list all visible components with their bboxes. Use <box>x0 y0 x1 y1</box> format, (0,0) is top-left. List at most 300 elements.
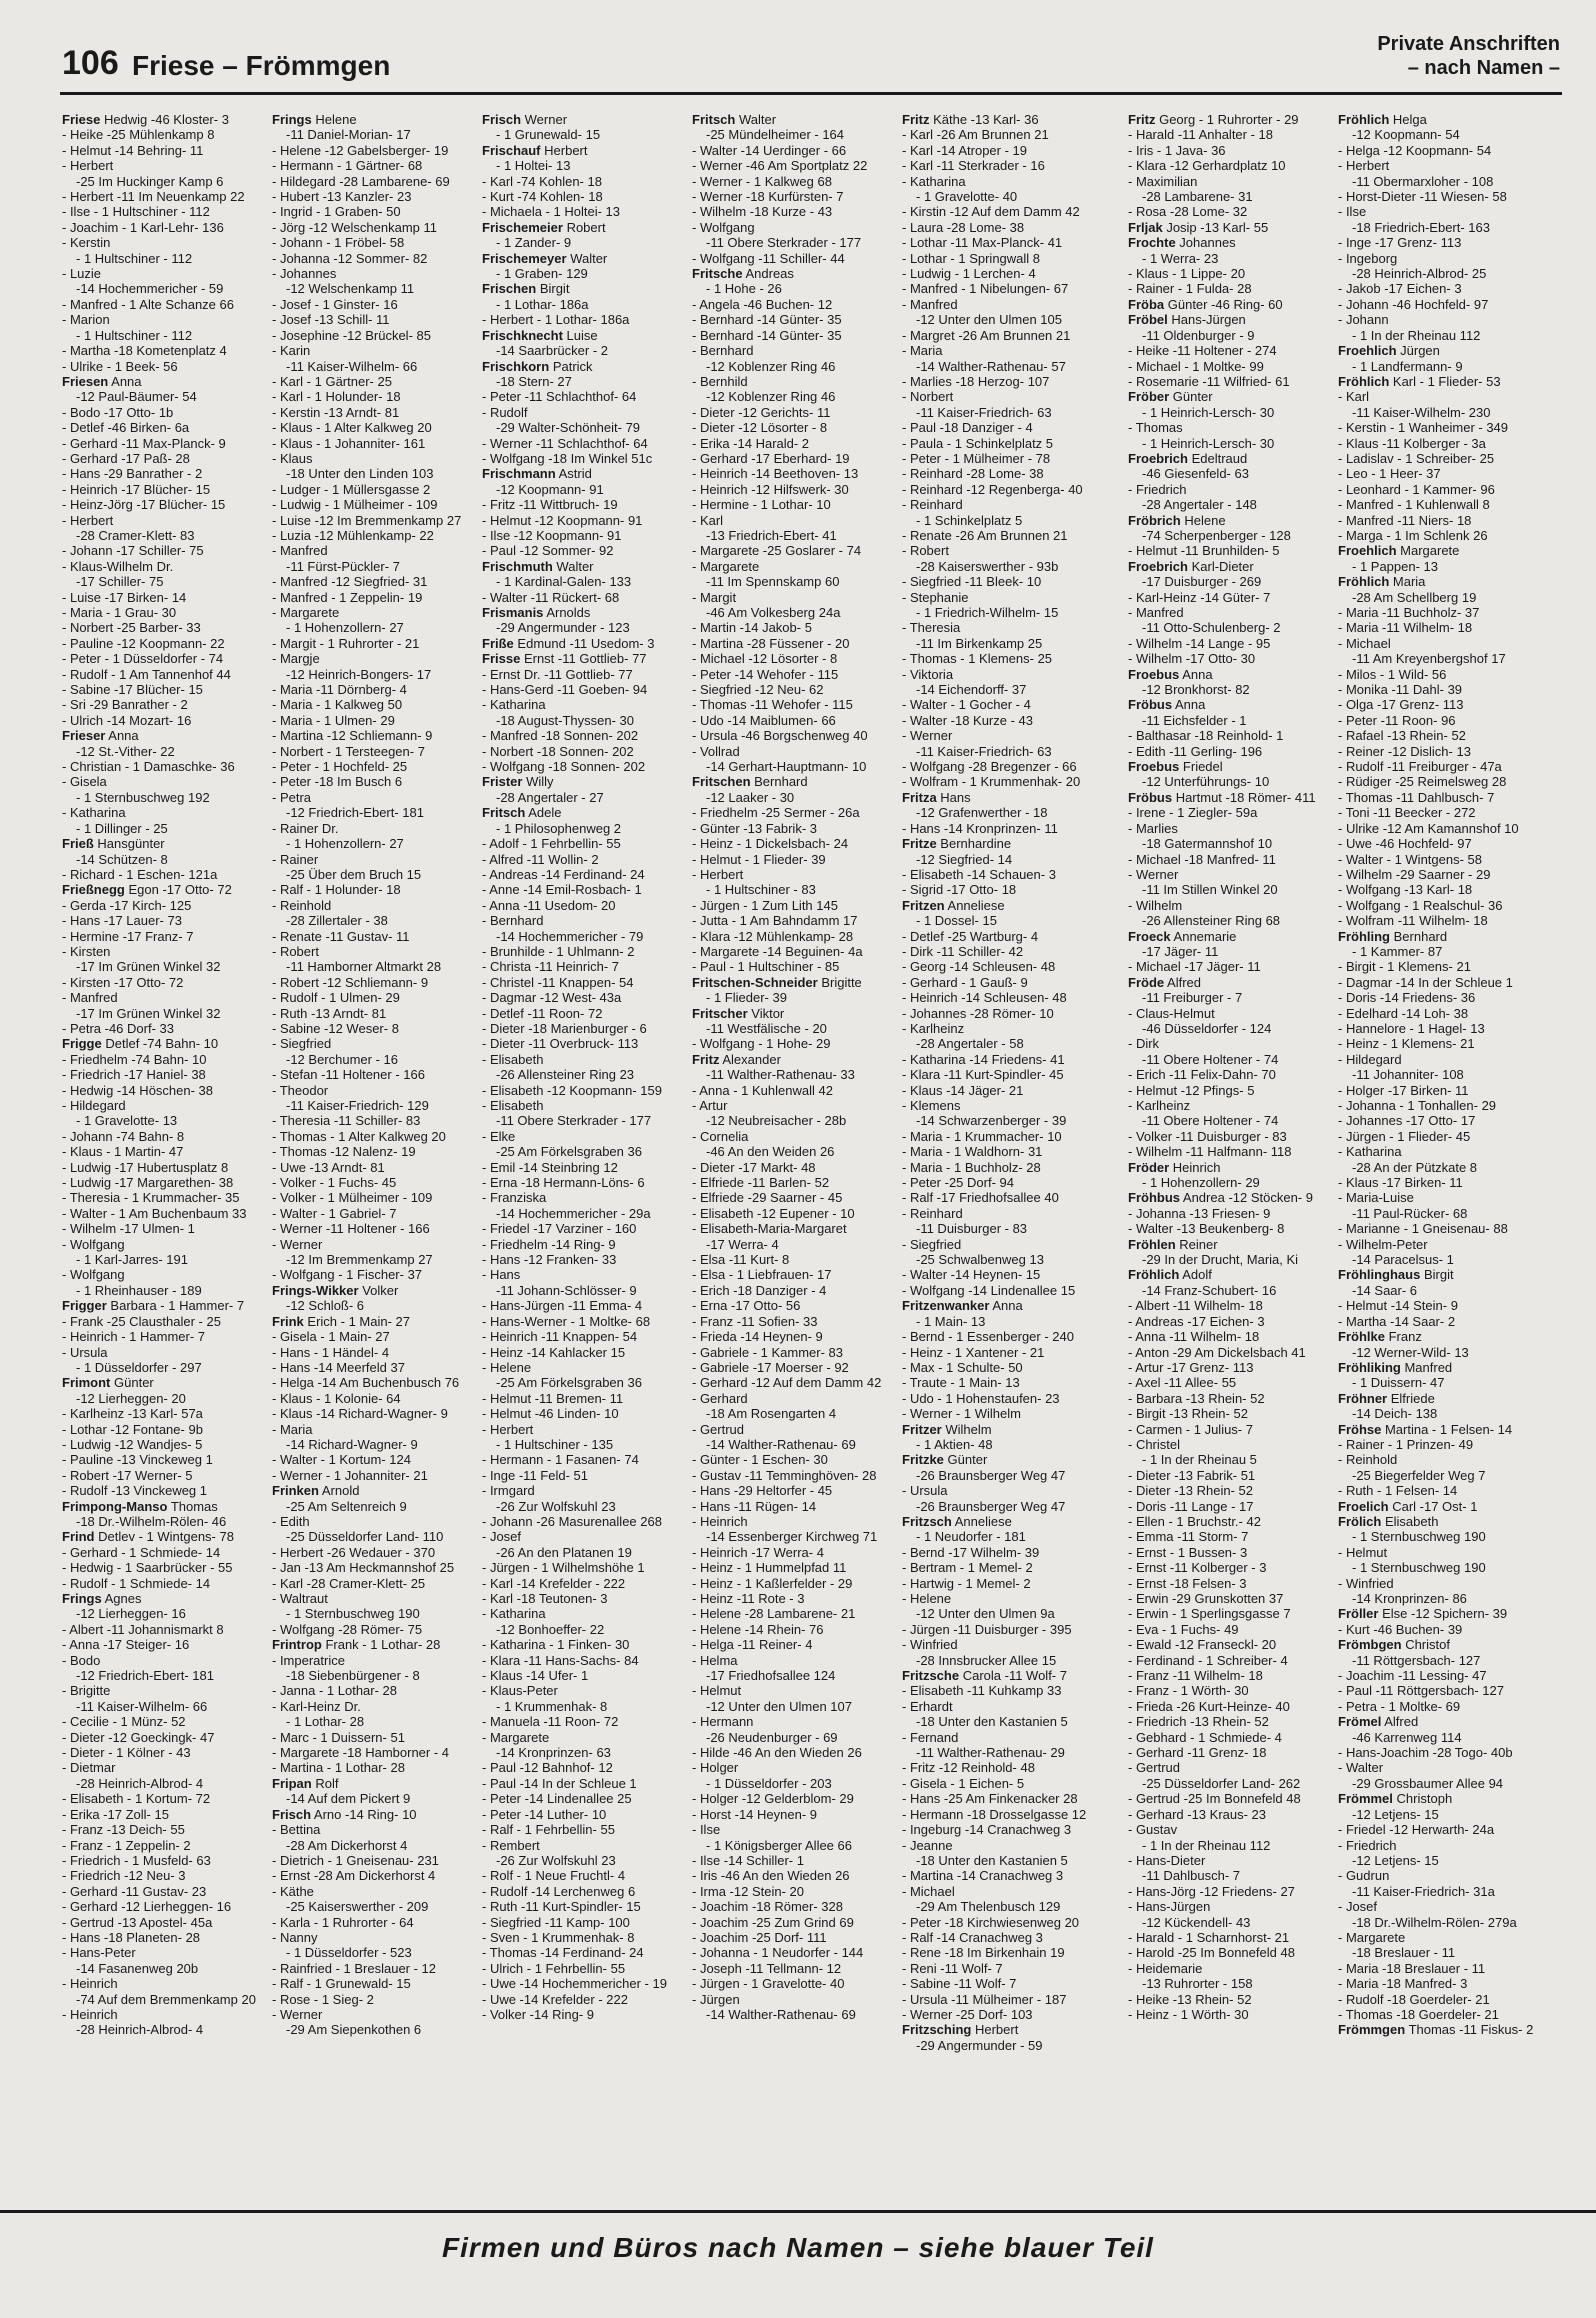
person-entry: - Rudolf -14 Lerchenweg 6 <box>482 1883 636 1899</box>
person-entry: - Ulrike -12 Am Kamannshof 10 <box>1338 820 1519 836</box>
person-entry: - Rainer Dr. <box>272 820 339 836</box>
person-entry: - Paul -12 Sommer- 92 <box>482 543 614 559</box>
surname-entry <box>1338 1514 1536 1529</box>
person-entry: - Wolfram -11 Wilhelm- 18 <box>1338 913 1488 929</box>
person-entry: - Axel -11 Allee- 55 <box>1128 1375 1237 1391</box>
surname-entry <box>1338 1360 1536 1375</box>
person-entry: - Anna - 1 Kuhlenwall 42 <box>692 1082 833 1098</box>
person-entry: - Ingeborg <box>1338 250 1398 266</box>
person-entry: - Wilhelm -11 Halfmann- 118 <box>1128 1144 1292 1160</box>
person-entry: - Johann -74 Bahn- 8 <box>62 1128 185 1144</box>
address-line: - 1 Lothar- 186a <box>496 296 589 312</box>
person-entry: - Kerstin - 1 Wanheimer - 349 <box>1338 420 1509 436</box>
entry-details: Martina - 1 Felsen- 14 <box>1384 1421 1513 1437</box>
surname-entry <box>1338 1391 1536 1406</box>
surname: Frljak <box>1128 219 1163 235</box>
person-entry: - Gustav <box>1128 1822 1178 1838</box>
address-line: -12 Koopmann- 91 <box>496 481 604 497</box>
person-entry: - Dagmar -12 West- 43a <box>482 990 622 1006</box>
address-line: -25 Im Huckinger Kamp 6 <box>76 173 224 189</box>
entry-details: Margarete <box>1400 543 1460 559</box>
entry-details: Alfred <box>1384 1714 1419 1730</box>
person-entry: - Christel -11 Knappen- 54 <box>482 974 634 990</box>
address-line: -14 Saar- 6 <box>1352 1282 1418 1298</box>
entry-details: Luise <box>566 327 598 343</box>
person-entry: - Hermann <box>692 1714 754 1730</box>
person-entry: - Lothar -11 Max-Planck- 41 <box>902 235 1063 251</box>
person-entry: - Karlheinz <box>1128 1098 1191 1113</box>
person-entry: - Heinz - 1 Kaßlerfelder - 29 <box>692 1575 853 1591</box>
surname: Frischen <box>482 281 537 297</box>
person-entry: - Dieter -17 Markt- 48 <box>692 1159 816 1175</box>
person-entry: - Heinrich <box>692 1513 748 1529</box>
address-line: - 1 Rheinhauser - 189 <box>76 1282 202 1298</box>
person-entry: - Marc - 1 Duissern- 51 <box>272 1729 405 1745</box>
person-entry: - Stefan -11 Holtener - 166 <box>272 1067 425 1083</box>
surname-entry <box>1338 112 1536 127</box>
person-entry: - Maria <box>902 343 943 359</box>
person-entry: - Manfred <box>902 296 958 312</box>
entry-details: Carola -11 Wolf- 7 <box>962 1668 1067 1684</box>
person-entry: - Helene <box>482 1359 532 1375</box>
person-entry: - Rene -18 Im Birkenhain 19 <box>902 1945 1065 1961</box>
address-line: - 1 Heinrich-Lersch- 30 <box>1142 404 1275 420</box>
address-line: -14 Essenberger Kirchweg 71 <box>706 1529 878 1545</box>
address-line: -18 Breslauer - 11 <box>1352 1945 1456 1961</box>
person-entry: - Peter -14 Lindenallee 25 <box>482 1791 632 1807</box>
surname: Froebrich <box>1128 450 1188 466</box>
surname: Frinken <box>272 1483 319 1499</box>
address-line: -25 Am Seltenreich 9 <box>286 1498 407 1514</box>
surname: Fröhlen <box>1128 1236 1176 1252</box>
person-entry: - Gertrud <box>692 1421 745 1437</box>
entry-details: Arnold <box>321 1483 360 1499</box>
person-entry: - Paul - 1 Hultschiner - 85 <box>692 959 840 975</box>
person-entry: - Erwin - 1 Sperlingsgasse 7 <box>1128 1606 1291 1622</box>
person-entry: - Wilhelm -17 Otto- 30 <box>1128 651 1256 667</box>
surname-entry <box>62 1375 260 1390</box>
entry-details: Egon -17 Otto- 72 <box>128 882 232 898</box>
surname: Fröhner <box>1338 1390 1388 1406</box>
directory-column <box>272 112 470 2197</box>
person-entry: - Friedrich -13 Rhein- 52 <box>1128 1714 1269 1730</box>
address-line: -11 Am Kreyenbergshof 17 <box>1352 651 1506 667</box>
person-entry: - Helmut -11 Brunhilden- 5 <box>1128 543 1280 559</box>
person-entry: - Jürgen <box>692 1991 740 2007</box>
person-entry: - Maria - 1 Krummacher- 10 <box>902 1128 1062 1144</box>
surname: Fröbus <box>1128 789 1173 805</box>
person-entry: - Hermann -18 Drosselgasse 12 <box>902 1806 1087 1822</box>
person-entry: - Heinz - 1 Xantener - 21 <box>902 1344 1045 1360</box>
surname: Frings-Wikker <box>272 1282 359 1298</box>
address-line: -28 Angertaler - 148 <box>1142 497 1257 513</box>
person-entry: - Heinrich -11 Knappen- 54 <box>482 1329 638 1345</box>
person-entry: - Thomas - 1 Alter Kalkweg 20 <box>272 1128 446 1144</box>
address-line: -29 Am Thelenbusch 129 <box>916 1899 1061 1915</box>
surname-entry <box>1128 559 1326 574</box>
person-entry: - Johann -46 Hochfeld- 97 <box>1338 296 1489 312</box>
address-line: -29 Angermunder - 123 <box>496 620 630 636</box>
person-entry: - Rafael -13 Rhein- 52 <box>1338 728 1466 744</box>
person-entry: - Helmut -14 Stein- 9 <box>1338 1298 1458 1314</box>
person-entry: - Hedwig -14 Höschen- 38 <box>62 1082 214 1098</box>
person-entry: - Manfred - 1 Nibelungen- 67 <box>902 281 1069 297</box>
address-line: - 1 Landfermann- 9 <box>1352 358 1463 374</box>
surname-entry <box>482 281 680 296</box>
person-entry: - Sabine -17 Blücher- 15 <box>62 682 203 698</box>
person-entry: - Dagmar -14 In der Schleue 1 <box>1338 974 1513 990</box>
person-entry: - Horst -14 Heynen- 9 <box>692 1806 817 1822</box>
person-entry: - Siegfried -12 Neu- 62 <box>692 682 824 698</box>
surname-entry <box>62 1591 260 1606</box>
address-line: - 1 Hultschiner - 112 <box>76 327 193 343</box>
person-entry: - Alfred -11 Wollin- 2 <box>482 851 599 867</box>
person-entry: - Michaela - 1 Holtei- 13 <box>482 204 620 220</box>
directory-column <box>692 112 890 2197</box>
person-entry: - Robert <box>272 943 319 959</box>
person-entry: - Friedrich -17 Haniel- 38 <box>62 1067 206 1083</box>
person-entry: - Ralf - 1 Fehrbellin- 55 <box>482 1822 615 1838</box>
address-line: -46 Düsseldorfer - 124 <box>1142 1020 1272 1036</box>
entry-details: Franz <box>1388 1329 1422 1345</box>
surname: Frölich <box>1338 1513 1382 1529</box>
person-entry: - Klaus-Wilhelm Dr. <box>62 558 174 574</box>
person-entry: - Hans-Jörg -12 Friedens- 27 <box>1128 1883 1295 1899</box>
address-line: -12 Letjens- 15 <box>1352 1852 1439 1868</box>
person-entry: - Josef -13 Schill- 11 <box>272 312 390 328</box>
address-line: - 1 In der Rheinau 112 <box>1142 1837 1271 1853</box>
address-line: -25 Biegerfelder Weg 7 <box>1352 1467 1486 1483</box>
person-entry: - Maria -11 Wilhelm- 18 <box>1338 620 1473 636</box>
person-entry: - Brunhilde - 1 Uhlmann- 2 <box>482 943 635 959</box>
person-entry: - Ruth -13 Arndt- 81 <box>272 1005 387 1021</box>
surname: Frischmuth <box>482 558 553 574</box>
person-entry: - Artur <box>692 1098 728 1113</box>
address-line: -26 Zur Wolfskuhl 23 <box>496 1498 616 1514</box>
surname-entry <box>1128 389 1326 404</box>
person-entry: - Ulrike - 1 Beek- 56 <box>62 358 178 374</box>
person-entry: - Elisabeth -14 Schauen- 3 <box>902 866 1056 882</box>
person-entry: - Siegfried <box>272 1036 332 1052</box>
person-entry: - Bernhard <box>482 913 544 929</box>
person-entry: - Karl -28 Cramer-Klett- 25 <box>272 1575 426 1591</box>
person-entry: - Martha -14 Saar- 2 <box>1338 1313 1456 1329</box>
person-entry: - Dieter -18 Marienburger - 6 <box>482 1020 647 1036</box>
surname: Frimont <box>62 1375 111 1391</box>
person-entry: - Dieter -12 Goeckingk- 47 <box>62 1729 215 1745</box>
surname-entry <box>692 266 890 281</box>
surname-entry <box>482 466 680 481</box>
person-entry: - Ernst -18 Felsen- 3 <box>1128 1575 1247 1591</box>
address-line: -12 Heinrich-Bongers- 17 <box>286 666 432 682</box>
entry-details: Astrid <box>558 466 592 482</box>
address-line: - 1 Flieder- 39 <box>706 990 787 1006</box>
person-entry: - Barbara -13 Rhein- 52 <box>1128 1390 1265 1406</box>
entry-details: Karl - 1 Flieder- 53 <box>1392 373 1501 389</box>
address-line: - 1 Düsseldorfer - 203 <box>706 1775 832 1791</box>
entry-details: Anneliese <box>954 1513 1012 1529</box>
address-line: -17 Im Grünen Winkel 32 <box>76 959 221 975</box>
address-line: -14 Saarbrücker - 2 <box>496 343 608 359</box>
person-entry: - Jörg -12 Welschenkamp 11 <box>272 219 437 235</box>
address-line: -12 Schloß- 6 <box>286 1298 365 1314</box>
entry-details: Thomas -11 Fiskus- 2 <box>1408 2022 1534 2038</box>
person-entry: - Gerhard -13 Kraus- 23 <box>1128 1806 1267 1822</box>
person-entry: - Karl - 1 Gärtner- 25 <box>272 373 392 389</box>
person-entry: - Martina -14 Cranachweg 3 <box>902 1868 1064 1884</box>
header-rule <box>60 92 1562 95</box>
person-entry: - Maria - 1 Buchholz- 28 <box>902 1159 1041 1175</box>
person-entry: - Margarete <box>692 558 760 574</box>
entry-details: Else -12 Spichern- 39 <box>1382 1606 1508 1622</box>
person-entry: - Werner <box>272 1236 323 1252</box>
address-line: -12 Berchumer - 16 <box>286 1051 398 1067</box>
person-entry: - Heinrich <box>62 1976 118 1992</box>
surname-entry <box>1128 112 1326 127</box>
person-entry: - Walter - 1 Wintgens- 58 <box>1338 851 1483 867</box>
person-entry: - Carmen - 1 Julius- 7 <box>1128 1421 1253 1437</box>
person-entry: - Peter - 1 Mülheimer - 78 <box>902 450 1051 466</box>
surname: Fröhling <box>1338 928 1390 944</box>
surname-entry <box>902 2022 1100 2037</box>
person-entry: - Thomas -11 Dahlbusch- 7 <box>1338 789 1495 805</box>
person-entry: - Maria -18 Breslauer - 11 <box>1338 1960 1486 1976</box>
person-entry: - Theresia - 1 Krummacher- 35 <box>62 1190 240 1206</box>
person-entry: - Manfred -12 Siegfried- 31 <box>272 574 428 590</box>
person-entry: - Volker - 1 Fuchs- 45 <box>272 1175 397 1191</box>
surname: Fröber <box>1128 389 1170 405</box>
person-entry: - Emil -14 Steinbring 12 <box>482 1159 618 1175</box>
surname-entry <box>272 1483 470 1498</box>
person-entry: - Walter -18 Kurze - 43 <box>902 712 1034 728</box>
address-line: - 1 Graben- 129 <box>496 266 588 282</box>
entry-details: Helene <box>315 112 357 127</box>
person-entry: - Gerhard -12 Lierheggen- 16 <box>62 1899 232 1915</box>
person-entry: - Richard - 1 Eschen- 121a <box>62 866 218 882</box>
person-entry: - Peter -14 Luther- 10 <box>482 1806 607 1822</box>
person-entry: - Jürgen - 1 Wilhelmshöhe 1 <box>482 1560 645 1576</box>
address-line: -28 Heinrich-Albrod- 4 <box>76 1775 204 1791</box>
person-entry: - Walter - 1 Gocher - 4 <box>902 697 1031 713</box>
person-entry: - Hilde -46 An den Wieden 26 <box>692 1745 862 1761</box>
surname-entry <box>482 605 680 620</box>
person-entry: - Heike -25 Mühlenkamp 8 <box>62 127 215 143</box>
person-entry: - Albert -11 Johannismarkt 8 <box>62 1621 224 1637</box>
person-entry: - Manfred - 1 Alte Schanze 66 <box>62 296 234 312</box>
person-entry: - Klara -11 Hans-Sachs- 84 <box>482 1652 639 1668</box>
address-line: -12 Unter den Ulmen 9a <box>916 1606 1055 1622</box>
person-entry: - Volker -11 Duisburger - 83 <box>1128 1128 1287 1144</box>
person-entry: - Joachim -25 Zum Grind 69 <box>692 1914 854 1930</box>
person-entry: - Cecilie - 1 Münz- 52 <box>62 1714 186 1730</box>
entry-details: Adele <box>528 805 562 821</box>
person-entry: - Helmut <box>1338 1544 1388 1560</box>
person-entry: - Reinhard <box>902 1205 963 1221</box>
section-title-line2: – nach Namen – <box>1407 57 1560 79</box>
person-entry: - Elsa - 1 Liebfrauen- 17 <box>692 1267 832 1283</box>
person-entry: - Karl-Heinz -14 Güter- 7 <box>1128 589 1271 605</box>
surname-entry <box>902 1422 1100 1437</box>
person-entry: - Werner -11 Holtener - 166 <box>272 1221 430 1237</box>
person-entry: - Herbert -26 Wedauer - 370 <box>272 1544 436 1560</box>
person-entry: - Franz - 1 Zeppelin- 2 <box>62 1837 191 1853</box>
address-line: -12 Friedrich-Ebert- 181 <box>286 805 424 821</box>
surname: Fritz <box>902 112 930 127</box>
person-entry: - Werner - 1 Johanniter- 21 <box>272 1467 428 1483</box>
person-entry: - Kurt -74 Kohlen- 18 <box>482 189 603 205</box>
person-entry: - Artur -17 Grenz- 113 <box>1128 1359 1254 1375</box>
person-entry: - Hans-Joachim -28 Togo- 40b <box>1338 1745 1513 1761</box>
address-line: -12 Koopmann- 54 <box>1352 127 1460 143</box>
person-entry: - Karl -26 Am Brunnen 21 <box>902 127 1049 143</box>
address-line: -14 Schützen- 8 <box>76 851 168 867</box>
person-entry: - Heike -13 Rhein- 52 <box>1128 1991 1252 2007</box>
person-entry: - Elisabeth -11 Kuhkamp 33 <box>902 1683 1062 1699</box>
entry-details: Christoph <box>1396 1791 1453 1807</box>
address-line: -25 Am Förkelsgraben 36 <box>496 1144 642 1160</box>
person-entry: - Joseph -11 Tellmann- 12 <box>692 1960 842 1976</box>
address-line: -12 Im Bremmenkamp 27 <box>286 1252 433 1268</box>
person-entry: - Josef <box>1338 1899 1378 1915</box>
address-line: -11 Kaiser-Friedrich- 63 <box>916 404 1052 420</box>
surname-entry <box>1128 220 1326 235</box>
surname: Fröhlich <box>1128 1267 1180 1283</box>
person-entry: - Kirsten -17 Otto- 72 <box>62 974 184 990</box>
surname-entry <box>902 112 1100 127</box>
address-line: - 1 Hultschiner - 83 <box>706 882 816 898</box>
person-entry: - Frieda -26 Kurt-Heinze- 40 <box>1128 1698 1290 1714</box>
person-entry: - Luzie <box>62 266 102 282</box>
entry-details: Agnes <box>104 1591 142 1606</box>
address-line: -18 Stern- 27 <box>496 373 572 389</box>
person-entry: - Monika -11 Dahl- 39 <box>1338 682 1463 698</box>
person-entry: - Hans -12 Franken- 33 <box>482 1252 617 1268</box>
person-entry: - Werner -11 Schlachthof- 64 <box>482 435 648 451</box>
surname: Froebus <box>1128 666 1180 682</box>
surname-entry <box>1128 312 1326 327</box>
person-entry: - Jürgen -11 Duisburger - 395 <box>902 1621 1072 1637</box>
entry-details: Käthe -13 Karl- 36 <box>933 112 1039 127</box>
person-entry: - Robert <box>902 543 949 559</box>
person-entry: - Norbert <box>902 389 954 405</box>
entry-details: Georg - 1 Ruhrorter - 29 <box>1159 112 1299 127</box>
address-line: - 1 Hohenzollern- 27 <box>286 620 404 636</box>
entry-details: Elfriede <box>1390 1390 1435 1406</box>
person-entry: - Thomas -12 Nalenz- 19 <box>272 1144 416 1160</box>
address-line: -11 Im Spennskamp 60 <box>706 574 840 590</box>
entry-details: Walter <box>570 250 608 266</box>
person-entry: - Luzia -12 Mühlenkamp- 22 <box>272 527 434 543</box>
person-entry: - Jürgen - 1 Gravelotte- 40 <box>692 1976 845 1992</box>
address-line: -14 Kronprinzen- 86 <box>1352 1591 1467 1606</box>
person-entry: - Friedhelm -14 Ring- 9 <box>482 1236 616 1252</box>
entry-details: Johannes <box>1179 235 1236 251</box>
surname: Frieser <box>62 728 106 744</box>
person-entry: - Claus-Helmut <box>1128 1005 1215 1021</box>
person-entry: - Ralf - 1 Grunewald- 15 <box>272 1976 411 1992</box>
address-line: -25 Düsseldorfer Land- 262 <box>1142 1775 1301 1791</box>
person-entry: - Bernhard -14 Günter- 35 <box>692 312 842 328</box>
surname-entry <box>272 1807 470 1822</box>
surname-entry <box>902 1668 1100 1683</box>
surname-entry <box>482 143 680 158</box>
person-entry: - Wilhelm -29 Saarner - 29 <box>1338 866 1491 882</box>
surname-entry <box>1338 374 1536 389</box>
address-line: -14 Hochemmericher - 79 <box>496 928 644 944</box>
surname: Froelich <box>1338 1498 1389 1514</box>
person-entry: - Manfred <box>1128 605 1184 620</box>
person-entry: - Maria -18 Manfred- 3 <box>1338 1976 1468 1992</box>
address-line: -18 Am Rosengarten 4 <box>706 1406 837 1422</box>
person-entry: - Rembert <box>482 1837 540 1853</box>
person-entry: - Bernhard -14 Günter- 35 <box>692 327 842 343</box>
person-entry: - Helene -12 Gabelsberger- 19 <box>272 142 449 158</box>
person-entry: - Günter -13 Fabrik- 3 <box>692 820 817 836</box>
person-entry: - Heinrich - 1 Hammer- 7 <box>62 1329 206 1345</box>
surname: Frisch <box>272 1806 312 1822</box>
address-line: -14 Richard-Wagner- 9 <box>286 1436 418 1452</box>
address-line: -11 Westfälische - 20 <box>706 1020 827 1036</box>
person-entry: - Peter -11 Schlachthof- 64 <box>482 389 637 405</box>
surname-entry <box>902 898 1100 913</box>
person-entry: - Klara -12 Gerhardplatz 10 <box>1128 158 1286 174</box>
surname-entry <box>1338 1606 1536 1621</box>
person-entry: - Wolfgang <box>62 1267 125 1283</box>
person-entry: - Renate -26 Am Brunnen 21 <box>902 527 1068 543</box>
surname-entry <box>902 1452 1100 1467</box>
person-entry: - Uwe -46 Hochfeld- 97 <box>1338 836 1472 852</box>
person-entry: - Emma -11 Storm- 7 <box>1128 1529 1249 1545</box>
person-entry: - Heinrich -14 Beethoven- 13 <box>692 466 859 482</box>
person-entry: - Johann -17 Schiller- 75 <box>62 543 204 559</box>
person-entry: - Gerhard -11 Grenz- 18 <box>1128 1745 1267 1761</box>
address-line: - 1 Hohenzollern- 29 <box>1142 1175 1260 1191</box>
person-entry: - Reinhold <box>272 897 332 913</box>
person-entry: - Norbert - 1 Tersteegen- 7 <box>272 743 425 759</box>
person-entry: - Inge -17 Grenz- 113 <box>1338 235 1462 251</box>
address-line: -14 Auf dem Pickert 9 <box>286 1791 411 1807</box>
person-entry: - Ernst - 1 Bussen- 3 <box>1128 1544 1248 1560</box>
surname-entry <box>272 1283 470 1298</box>
entry-details: Volker <box>362 1282 399 1298</box>
person-entry: - Franz -13 Deich- 55 <box>62 1822 185 1838</box>
person-entry: - Walter -14 Uerdinger - 66 <box>692 142 847 158</box>
address-line: -26 Allensteiner Ring 23 <box>496 1067 635 1083</box>
address-line: -11 Kaiser-Wilhelm- 230 <box>1352 404 1491 420</box>
person-entry: - Wolfgang -18 Im Winkel 51c <box>482 450 653 466</box>
person-entry: - Bertram - 1 Memel- 2 <box>902 1560 1033 1576</box>
person-entry: - Doris -11 Lange - 17 <box>1128 1498 1254 1514</box>
person-entry: - Ellen - 1 Bruchstr.- 42 <box>1128 1513 1261 1529</box>
surname: Frischauf <box>482 142 541 158</box>
person-entry: - Gertrud <box>1128 1760 1181 1776</box>
address-line: -18 August-Thyssen- 30 <box>496 712 635 728</box>
person-entry: - Helmut -46 Linden- 10 <box>482 1406 619 1422</box>
person-entry: - Walter - 1 Gabriel- 7 <box>272 1205 397 1221</box>
address-line: - 1 Pappen- 13 <box>1352 558 1439 574</box>
person-entry: - Friedrich <box>1338 1837 1397 1853</box>
person-entry: - Joachim - 1 Karl-Lehr- 136 <box>62 219 224 235</box>
person-entry: - Hannelore - 1 Hagel- 13 <box>1338 1020 1485 1036</box>
person-entry: - Dieter -13 Rhein- 52 <box>1128 1483 1253 1499</box>
section-title <box>1377 32 1560 80</box>
person-entry: - Christian - 1 Damaschke- 36 <box>62 759 235 775</box>
person-entry: - Irene - 1 Ziegler- 59a <box>1128 805 1258 821</box>
person-entry: - Sabine -11 Wolf- 7 <box>902 1976 1017 1992</box>
person-entry: - Elisabeth <box>482 1051 544 1067</box>
person-entry: - Franziska <box>482 1190 547 1206</box>
person-entry: - Gerhard -17 Paß- 28 <box>62 450 190 466</box>
